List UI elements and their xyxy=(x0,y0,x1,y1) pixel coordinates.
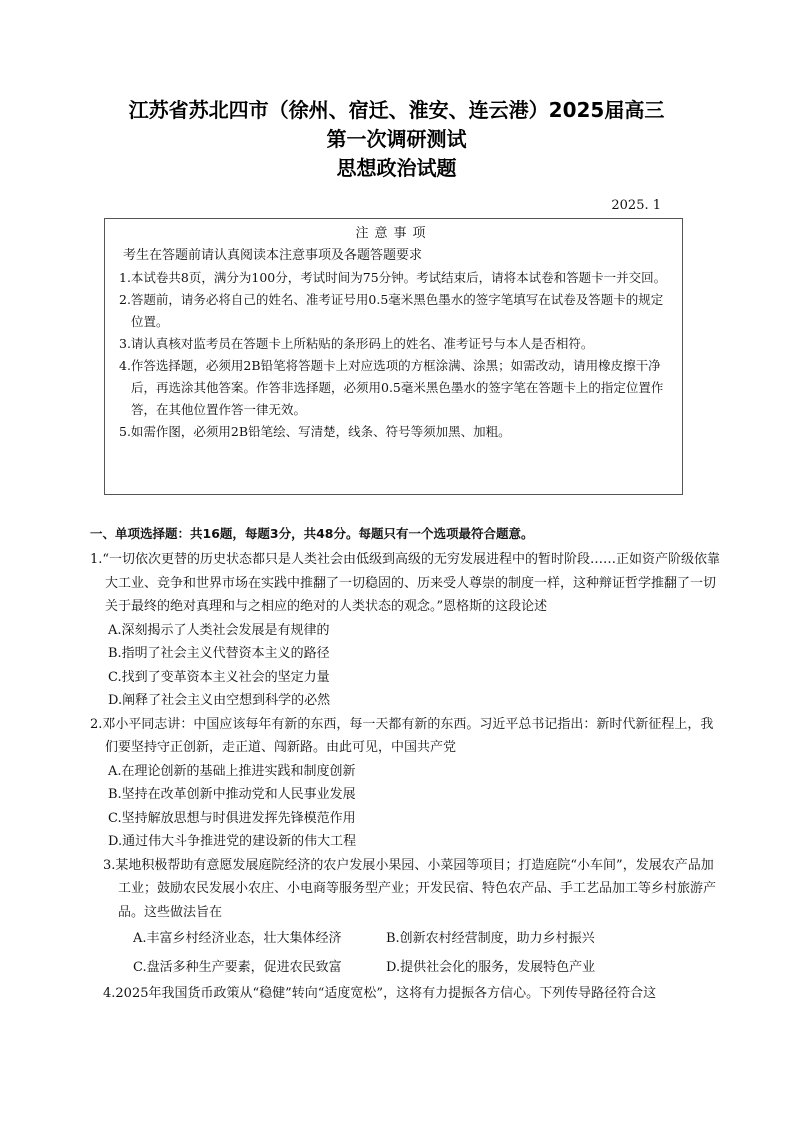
option-a: A.在理论创新的基础上推进实践和制度创新 xyxy=(108,763,356,779)
question-list xyxy=(90,548,722,1006)
option-c: C.盘活多种生产要素，促进农民致富 xyxy=(133,960,342,975)
exam-date: 2025. 1 xyxy=(611,198,661,213)
notice-item: 3.请认真核对监考员在答题卡上所粘贴的条形码上的姓名、准考证号与本人是否相符。 xyxy=(119,336,594,351)
option-row xyxy=(103,924,722,953)
notice-item: 4.作答选择题，必须用2B铅笔将答题卡上对应选项的方框涂满、涂黑；如需改动，请用橡皮擦干净后，再选涂其他答案。作答非选择题，必须用0.5毫米黑色墨水的签字笔在答题卡上的指定位置作答，在其他位置作答一律无效。 xyxy=(119,358,664,417)
option-c: C.坚持解放思想与时俱进发挥先锋模范作用 xyxy=(108,810,356,826)
option-d: D.通过伟大斗争推进党的建设新的伟大工程 xyxy=(108,834,357,849)
section-heading: 一、单项选择题：共16题，每题3分，共48分。每题只有一个选项最符合题意。 xyxy=(90,526,534,541)
title-line-1: 江苏省苏北四市（徐州、宿迁、淮安、连云港）2025届高三 xyxy=(128,98,665,122)
option-a: A.深刻揭示了人类社会发展是有规律的 xyxy=(108,622,330,638)
notice-box xyxy=(104,218,683,495)
notice-intro: 考生在答题前请认真阅读本注意事项及各题答题要求 xyxy=(123,248,423,263)
notice-item: 1.本试卷共8页，满分为100分，考试时间为75分钟。考试结束后，请将本试卷和答题卡一并交回。 xyxy=(119,270,667,285)
option-row xyxy=(103,953,722,982)
option-c: C.找到了变革资本主义社会的坚定力量 xyxy=(108,669,330,685)
title-line-2: 第一次调研测试 xyxy=(326,127,467,151)
option-b: B.坚持在改革创新中推动党和人民事业发展 xyxy=(108,787,356,802)
question-stem: 4.2025年我国货币政策从“稳健”转向“适度宽松”，这将有力提振各方信心。下列传导路径符合这 xyxy=(103,986,657,1001)
exam-title xyxy=(0,96,793,183)
notice-item: 2.答题前，请务必将自己的姓名、准考证号用0.5毫米黑色墨水的签字笔填写在试卷及答题卡的规定位置。 xyxy=(119,292,664,329)
question-stem: 2.邓小平同志讲：中国应该每年有新的东西，每一天都有新的东西。习近平总书记指出：新时代新征程上，我们要坚持守正创新，走正道、闯新路。由此可见，中国共产党 xyxy=(90,716,714,755)
title-line-3: 思想政治试题 xyxy=(336,156,457,180)
notice-item: 5.如需作图，必须用2B铅笔绘、写清楚，线条、符号等须加黑、加粗。 xyxy=(119,424,511,439)
notice-title: 注意事项 xyxy=(355,226,432,241)
question-4 xyxy=(90,982,722,1006)
option-d: D.提供社会化的服务，发展特色产业 xyxy=(386,960,596,975)
option-d: D.阐释了社会主义由空想到科学的必然 xyxy=(108,693,331,708)
option-b: B.指明了社会主义代替资本主义的路径 xyxy=(108,646,330,661)
option-a: A.丰富乡村经济业态，壮大集体经济 xyxy=(133,931,342,946)
question-2 xyxy=(90,713,722,854)
question-stem: 3.某地积极帮助有意愿发展庭院经济的农户发展小果园、小菜园等项目；打造庭院“小车间”，发展农产品加工业；鼓励农民发展小农庄、小电商等服务型产业；开发民宿、特色农产品、手工艺品加工等乡村旅游产品。这些做法旨在 xyxy=(103,857,717,920)
question-stem: 1.“一切依次更替的历史状态都只是人类社会由低级到高级的无穷发展进程中的暂时阶段……正如资产阶级依靠大工业、竞争和世界市场在实践中推翻了一切稳固的、历来受人尊崇的制度一样，这种辩证哲学推翻了一切关于最终的绝对真理和与之相应的绝对的人类状态的观念。”恩格斯的这段论述 xyxy=(90,552,721,614)
option-b: B.创新农村经营制度，助力乡村振兴 xyxy=(386,931,595,946)
question-3 xyxy=(90,854,722,983)
question-1 xyxy=(90,548,722,713)
